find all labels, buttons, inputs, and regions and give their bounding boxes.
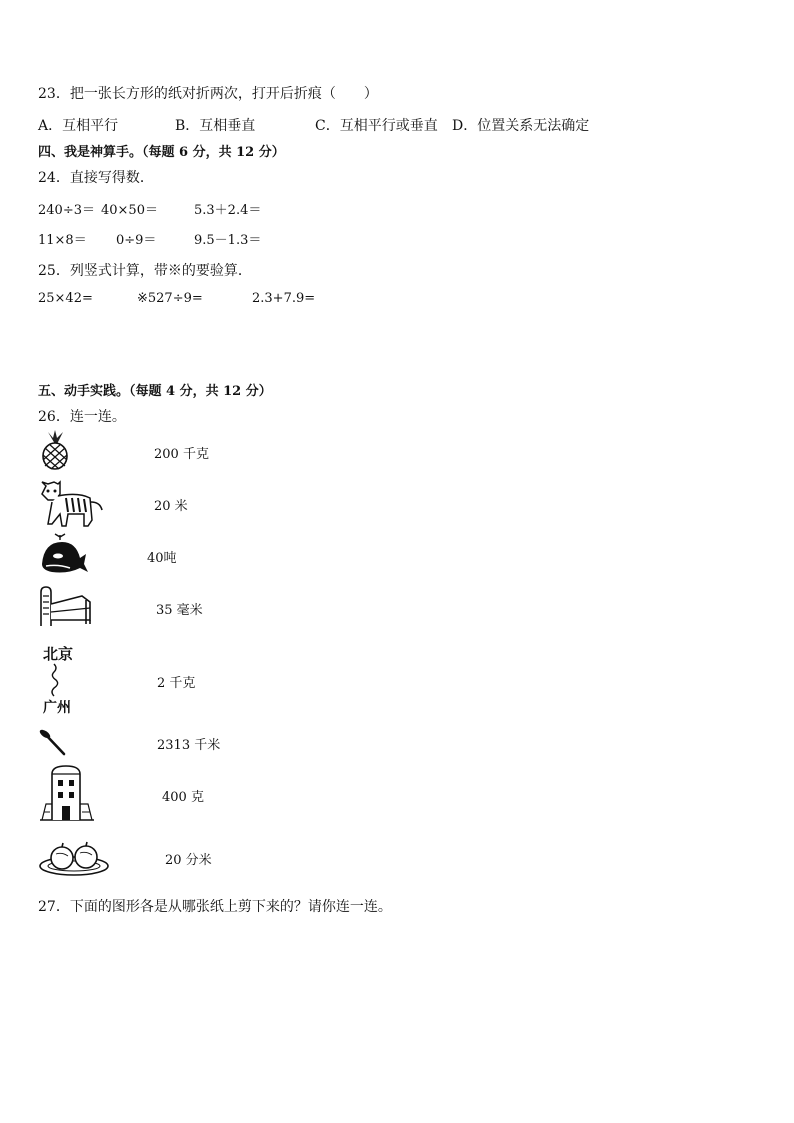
unit-label[interactable]: 40吨 <box>147 551 177 566</box>
q23-stem: 23．把一张长方形的纸对折两次，打开后折痕（ ） <box>38 86 378 102</box>
unit-label[interactable]: 2313 千米 <box>157 738 221 753</box>
map-label-beijing: 北京 <box>43 645 74 663</box>
section4-title: 四、我是神算手。（每题 6 分，共 12 分） <box>38 145 285 160</box>
q24-item: 240÷3＝ <box>38 203 95 218</box>
q23-option-c[interactable]: C．互相平行或垂直 <box>315 118 438 134</box>
fruit-plate-icon[interactable] <box>38 838 112 878</box>
map-route-icon[interactable] <box>42 662 72 698</box>
unit-label[interactable]: 400 克 <box>162 790 204 805</box>
unit-label[interactable]: 35 毫米 <box>156 603 203 618</box>
q24-item: 11×8＝ <box>38 233 87 248</box>
tiger-icon[interactable] <box>38 480 104 528</box>
q25-item: 25×42= <box>38 291 93 306</box>
map-label-guangzhou: 广州 <box>43 700 71 716</box>
unit-label[interactable]: 20 分米 <box>165 853 212 868</box>
q24-item: 5.3＋2.4＝ <box>194 203 262 218</box>
q26-stem: 26．连一连。 <box>38 409 126 425</box>
q27-stem: 27．下面的图形各是从哪张纸上剪下来的？请你连一连。 <box>38 899 392 915</box>
bed-icon[interactable] <box>38 584 94 628</box>
nail-icon[interactable] <box>38 728 68 756</box>
q24-stem: 24．直接写得数． <box>38 170 154 186</box>
q25-stem: 25．列竖式计算，带※的要验算． <box>38 263 252 279</box>
q23-option-d[interactable]: D．位置关系无法确定 <box>452 118 590 134</box>
q24-item: 40×50＝ <box>101 203 158 218</box>
unit-label[interactable]: 2 千克 <box>157 676 196 691</box>
q24-item: 9.5－1.3＝ <box>194 233 262 248</box>
section5-title: 五、动手实践。（每题 4 分，共 12 分） <box>38 384 272 399</box>
pineapple-icon[interactable] <box>36 430 74 470</box>
q25-item: 2.3+7.9= <box>252 291 316 306</box>
unit-label[interactable]: 200 千克 <box>154 447 209 462</box>
q25-item: ※527÷9= <box>137 291 203 306</box>
whale-icon[interactable] <box>38 534 88 576</box>
building-icon[interactable] <box>38 764 96 822</box>
q23-option-b[interactable]: B．互相垂直 <box>175 118 256 134</box>
q23-option-a[interactable]: A．互相平行 <box>38 118 119 134</box>
unit-label[interactable]: 20 米 <box>154 499 188 514</box>
q24-item: 0÷9＝ <box>116 233 157 248</box>
